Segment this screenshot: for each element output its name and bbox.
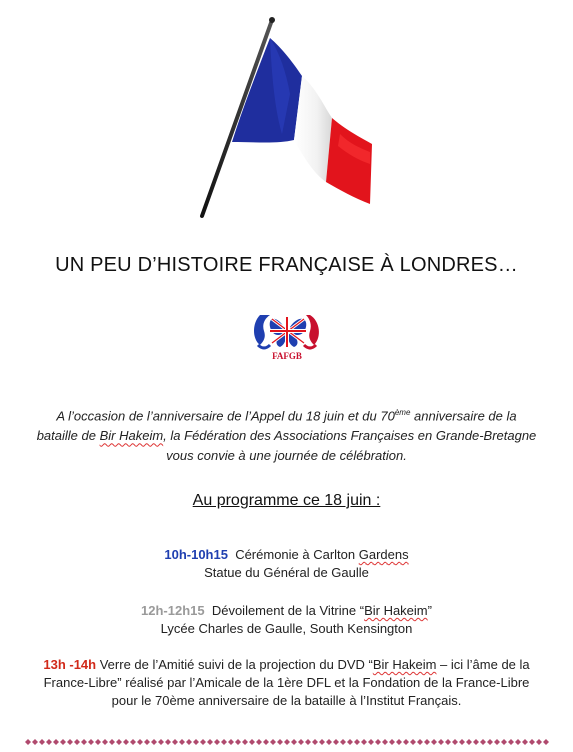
divider-diamond — [39, 739, 45, 745]
divider-diamond — [319, 739, 325, 745]
divider-diamond — [277, 739, 283, 745]
divider-diamond — [410, 739, 416, 745]
divider-diamond — [193, 739, 199, 745]
divider-diamond — [32, 739, 38, 745]
divider-diamond — [396, 739, 402, 745]
item-2-time: 12h-12h15 — [141, 603, 205, 618]
divider-diamond — [207, 739, 213, 745]
program-item-3: 13h -14h Verre de l’Amitié suivi de la projection du DVD “Bir Hakeim – ici l’âme de la France-Libre” réalisé par l’Amicale de la 1ère DFL et la Fondation de la France-Libre pour le 70ème anniversaire de la bataille à l’Institut Français. — [43, 657, 530, 708]
divider-diamond — [74, 739, 80, 745]
divider-diamond — [123, 739, 129, 745]
divider-diamond — [508, 739, 514, 745]
french-flag-icon — [190, 14, 390, 219]
divider-diamond — [151, 739, 157, 745]
item-1-time: 10h-10h15 — [164, 547, 228, 562]
divider-diamond — [242, 739, 248, 745]
divider-diamond — [158, 739, 164, 745]
divider-diamond — [354, 739, 360, 745]
intro-paragraph: A l’occasion de l’anniversaire de l’Appel du 18 juin et du 70ème anniversaire de la bataille de Bir Hakeim, la Fédération des Associations Françaises en Grande-Bretagne vous convie à une journée de célébration. — [36, 408, 537, 464]
divider-diamond — [459, 739, 465, 745]
divider-diamond — [109, 739, 115, 745]
decorative-divider — [22, 734, 552, 744]
divider-diamond — [312, 739, 318, 745]
divider-diamond — [214, 739, 220, 745]
program-item-2: 12h-12h15 Dévoilement de la Vitrine “Bir Hakeim” Lycée Charles de Gaulle, South Kensington — [141, 603, 432, 636]
divider-diamond — [88, 739, 94, 745]
divider-diamond — [95, 739, 101, 745]
divider-diamond — [333, 739, 339, 745]
divider-diamond — [249, 739, 255, 745]
divider-diamond — [25, 739, 31, 745]
divider-diamond — [494, 739, 500, 745]
divider-diamond — [375, 739, 381, 745]
divider-diamond — [263, 739, 269, 745]
divider-diamond — [228, 739, 234, 745]
divider-diamond — [235, 739, 241, 745]
divider-diamond — [445, 739, 451, 745]
divider-diamond — [536, 739, 542, 745]
divider-diamond — [305, 739, 311, 745]
divider-diamond — [368, 739, 374, 745]
divider-diamond — [515, 739, 521, 745]
divider-diamond — [200, 739, 206, 745]
divider-diamond — [487, 739, 493, 745]
divider-diamond — [417, 739, 423, 745]
program-item-1: 10h-10h15 Cérémonie à Carlton Gardens Statue du Général de Gaulle — [164, 547, 409, 580]
divider-diamond — [116, 739, 122, 745]
divider-diamond — [480, 739, 486, 745]
divider-diamond — [389, 739, 395, 745]
divider-diamond — [60, 739, 66, 745]
divider-diamond — [291, 739, 297, 745]
divider-diamond — [221, 739, 227, 745]
divider-diamond — [284, 739, 290, 745]
divider-diamond — [165, 739, 171, 745]
divider-diamond — [53, 739, 59, 745]
svg-text:FAFGB: FAFGB — [272, 351, 302, 361]
divider-diamond — [256, 739, 262, 745]
divider-diamond — [529, 739, 535, 745]
divider-diamond — [347, 739, 353, 745]
divider-diamond — [326, 739, 332, 745]
divider-diamond — [270, 739, 276, 745]
page-headline: UN PEU D’HISTOIRE FRANÇAISE À LONDRES… — [55, 254, 518, 276]
divider-diamond — [438, 739, 444, 745]
divider-diamond — [466, 739, 472, 745]
program-title: Au programme ce 18 juin : — [192, 492, 381, 509]
divider-diamond — [144, 739, 150, 745]
divider-diamond — [403, 739, 409, 745]
divider-diamond — [543, 739, 549, 745]
divider-diamond — [424, 739, 430, 745]
item-3-time: 13h -14h — [43, 657, 97, 672]
divider-diamond — [522, 739, 528, 745]
divider-diamond — [340, 739, 346, 745]
divider-diamond — [46, 739, 52, 745]
divider-diamond — [137, 739, 143, 745]
divider-diamond — [382, 739, 388, 745]
divider-diamond — [452, 739, 458, 745]
divider-diamond — [186, 739, 192, 745]
fafgb-logo-icon — [250, 309, 324, 361]
divider-diamond — [361, 739, 367, 745]
divider-diamond — [501, 739, 507, 745]
divider-diamond — [473, 739, 479, 745]
divider-diamond — [179, 739, 185, 745]
divider-diamond — [102, 739, 108, 745]
divider-diamond — [67, 739, 73, 745]
divider-diamond — [172, 739, 178, 745]
divider-diamond — [130, 739, 136, 745]
divider-diamond — [81, 739, 87, 745]
divider-diamond — [431, 739, 437, 745]
divider-diamond — [298, 739, 304, 745]
